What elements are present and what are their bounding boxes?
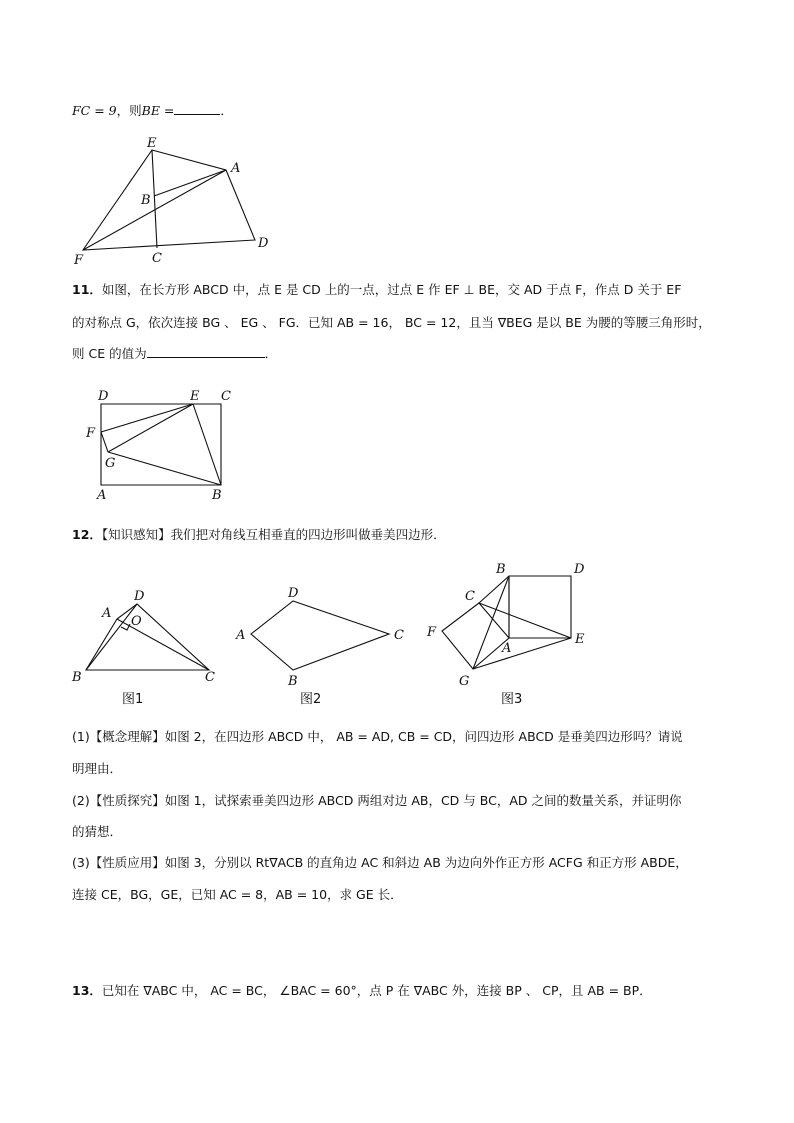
q11-number: 11．: [72, 282, 102, 297]
q10-label-C: C: [152, 251, 162, 266]
q12-fig1-label-B: B: [72, 670, 82, 685]
q12-fig1-label-C: C: [205, 670, 215, 685]
q12-fig3-square-ACFG: [442, 603, 512, 669]
q13-number: 13．: [72, 983, 102, 998]
q12-intro: 【知识感知】我们把对角线互相垂直的四边形叫做垂美四边形．: [101, 527, 446, 542]
q12-fig3-label-A: A: [502, 641, 512, 656]
q12-fig2-kite: [251, 601, 389, 670]
q11-text-3b: ．: [264, 346, 278, 361]
q12-part3-text-1: (3)【性质应用】如图 3，分别以 Rt∇ACB 的直角边 AC 和斜边 AB 为边向外作正方形 ACFG 和正方形 ABDE，: [72, 855, 688, 870]
q10-label-D: D: [258, 236, 269, 251]
q12-fig3-square-ABDE: [509, 576, 571, 638]
q12-fig1-caption: 图1: [122, 692, 144, 707]
q12-fig3: [426, 562, 585, 707]
q12-fig1-label-O: O: [131, 614, 142, 629]
q10-period: ．: [220, 103, 233, 118]
q11-label-D: D: [98, 389, 109, 404]
q10-label-A: A: [231, 161, 241, 176]
q12-part2-text-2: 的猜想．: [72, 824, 123, 839]
q12-fig3-label-D: D: [574, 562, 585, 577]
q12-part3-line-1: [72, 854, 688, 872]
q12-fig3-label-B: B: [496, 562, 506, 577]
q12-part1-line-1: [72, 728, 683, 746]
q11-text-2: 的对称点 G，依次连接 BG 、 EG 、 FG．已知 AB = 16， BC = 12，且当 ∇BEG 是以 BE 为腰的等腰三角形时，: [72, 315, 711, 330]
q12-fig3-segment-GE: [473, 638, 571, 669]
q12-part1-line-2: [72, 760, 122, 778]
q13-text-1: 已知在 ∇ABC 中， AC = BC， ∠BAC = 60°，点 P 在 ∇ABC 外，连接 BP 、 CP，且 AB = BP．: [101, 983, 652, 998]
q12-fig3-label-F: F: [427, 625, 437, 640]
q12-fig1: [71, 589, 215, 707]
q12-fig2-label-D: D: [288, 586, 299, 601]
q12-part2-line-2: [72, 823, 122, 841]
q12-part1-text-1: (1)【概念理解】如图 2，在四边形 ABCD 中， AB = AD, CB = CD，问四边形 ABCD 是垂美四边形吗？请说: [72, 729, 683, 744]
q10-ask: BE =: [141, 103, 175, 118]
q10-label-F: F: [74, 253, 84, 268]
q12-fig1-label-A: A: [102, 606, 112, 621]
q13-line-1: [72, 982, 652, 1000]
q12-fig3-label-E: E: [575, 632, 585, 647]
q12-fig3-segment-CE: [479, 603, 571, 638]
q10-label-B: B: [141, 193, 151, 208]
q12-fig2: [235, 586, 404, 707]
q11-label-G: G: [105, 456, 116, 471]
q10-given: FC = 9: [72, 103, 117, 118]
q12-part3-line-2: [72, 886, 403, 904]
q10-label-E: E: [147, 136, 157, 151]
q11-text-1: 如图，在长方形 ABCD 中，点 E 是 CD 上的一点，过点 E 作 EF ⊥ BE，交 AD 于点 F，作点 D 关于 EF: [101, 282, 682, 297]
q12-fig2-label-B: B: [288, 674, 298, 689]
q12-part1-text-2: 明理由．: [72, 761, 123, 776]
q12-fig3-caption: 图3: [501, 692, 523, 707]
q11-label-C: C: [221, 389, 231, 404]
q11-label-A: A: [97, 488, 107, 503]
q12-part3-text-2: 连接 CE，BG，GE，已知 AC = 8，AB = 10，求 GE 长．: [72, 887, 403, 902]
q12-part2-line-1: [72, 792, 681, 810]
q12-fig3-label-G: G: [459, 674, 470, 689]
q10-then: ，则: [116, 103, 142, 118]
q12-fig2-label-A: A: [236, 628, 246, 643]
q12-fig3-segment-CB: [479, 576, 509, 603]
q12-fig2-label-C: C: [394, 628, 404, 643]
q12-fig3-label-C: C: [465, 589, 475, 604]
q12-fig1-label-D: D: [134, 589, 145, 604]
q11-label-E: E: [190, 389, 200, 404]
q12-fig1-diag-BD: [86, 604, 137, 670]
q12-fig2-caption: 图2: [300, 692, 322, 707]
q12-number: 12．: [72, 527, 102, 542]
q11-label-B: B: [212, 488, 222, 503]
q11-label-F: F: [86, 426, 96, 441]
q12-part2-text-1: (2)【性质探究】如图 1，试探索垂美四边形 ABCD 两组对边 AB，CD 与 BC，AD 之间的数量关系，并证明你: [72, 793, 682, 808]
q11-text-3a: 则 CE 的值为: [72, 346, 147, 361]
